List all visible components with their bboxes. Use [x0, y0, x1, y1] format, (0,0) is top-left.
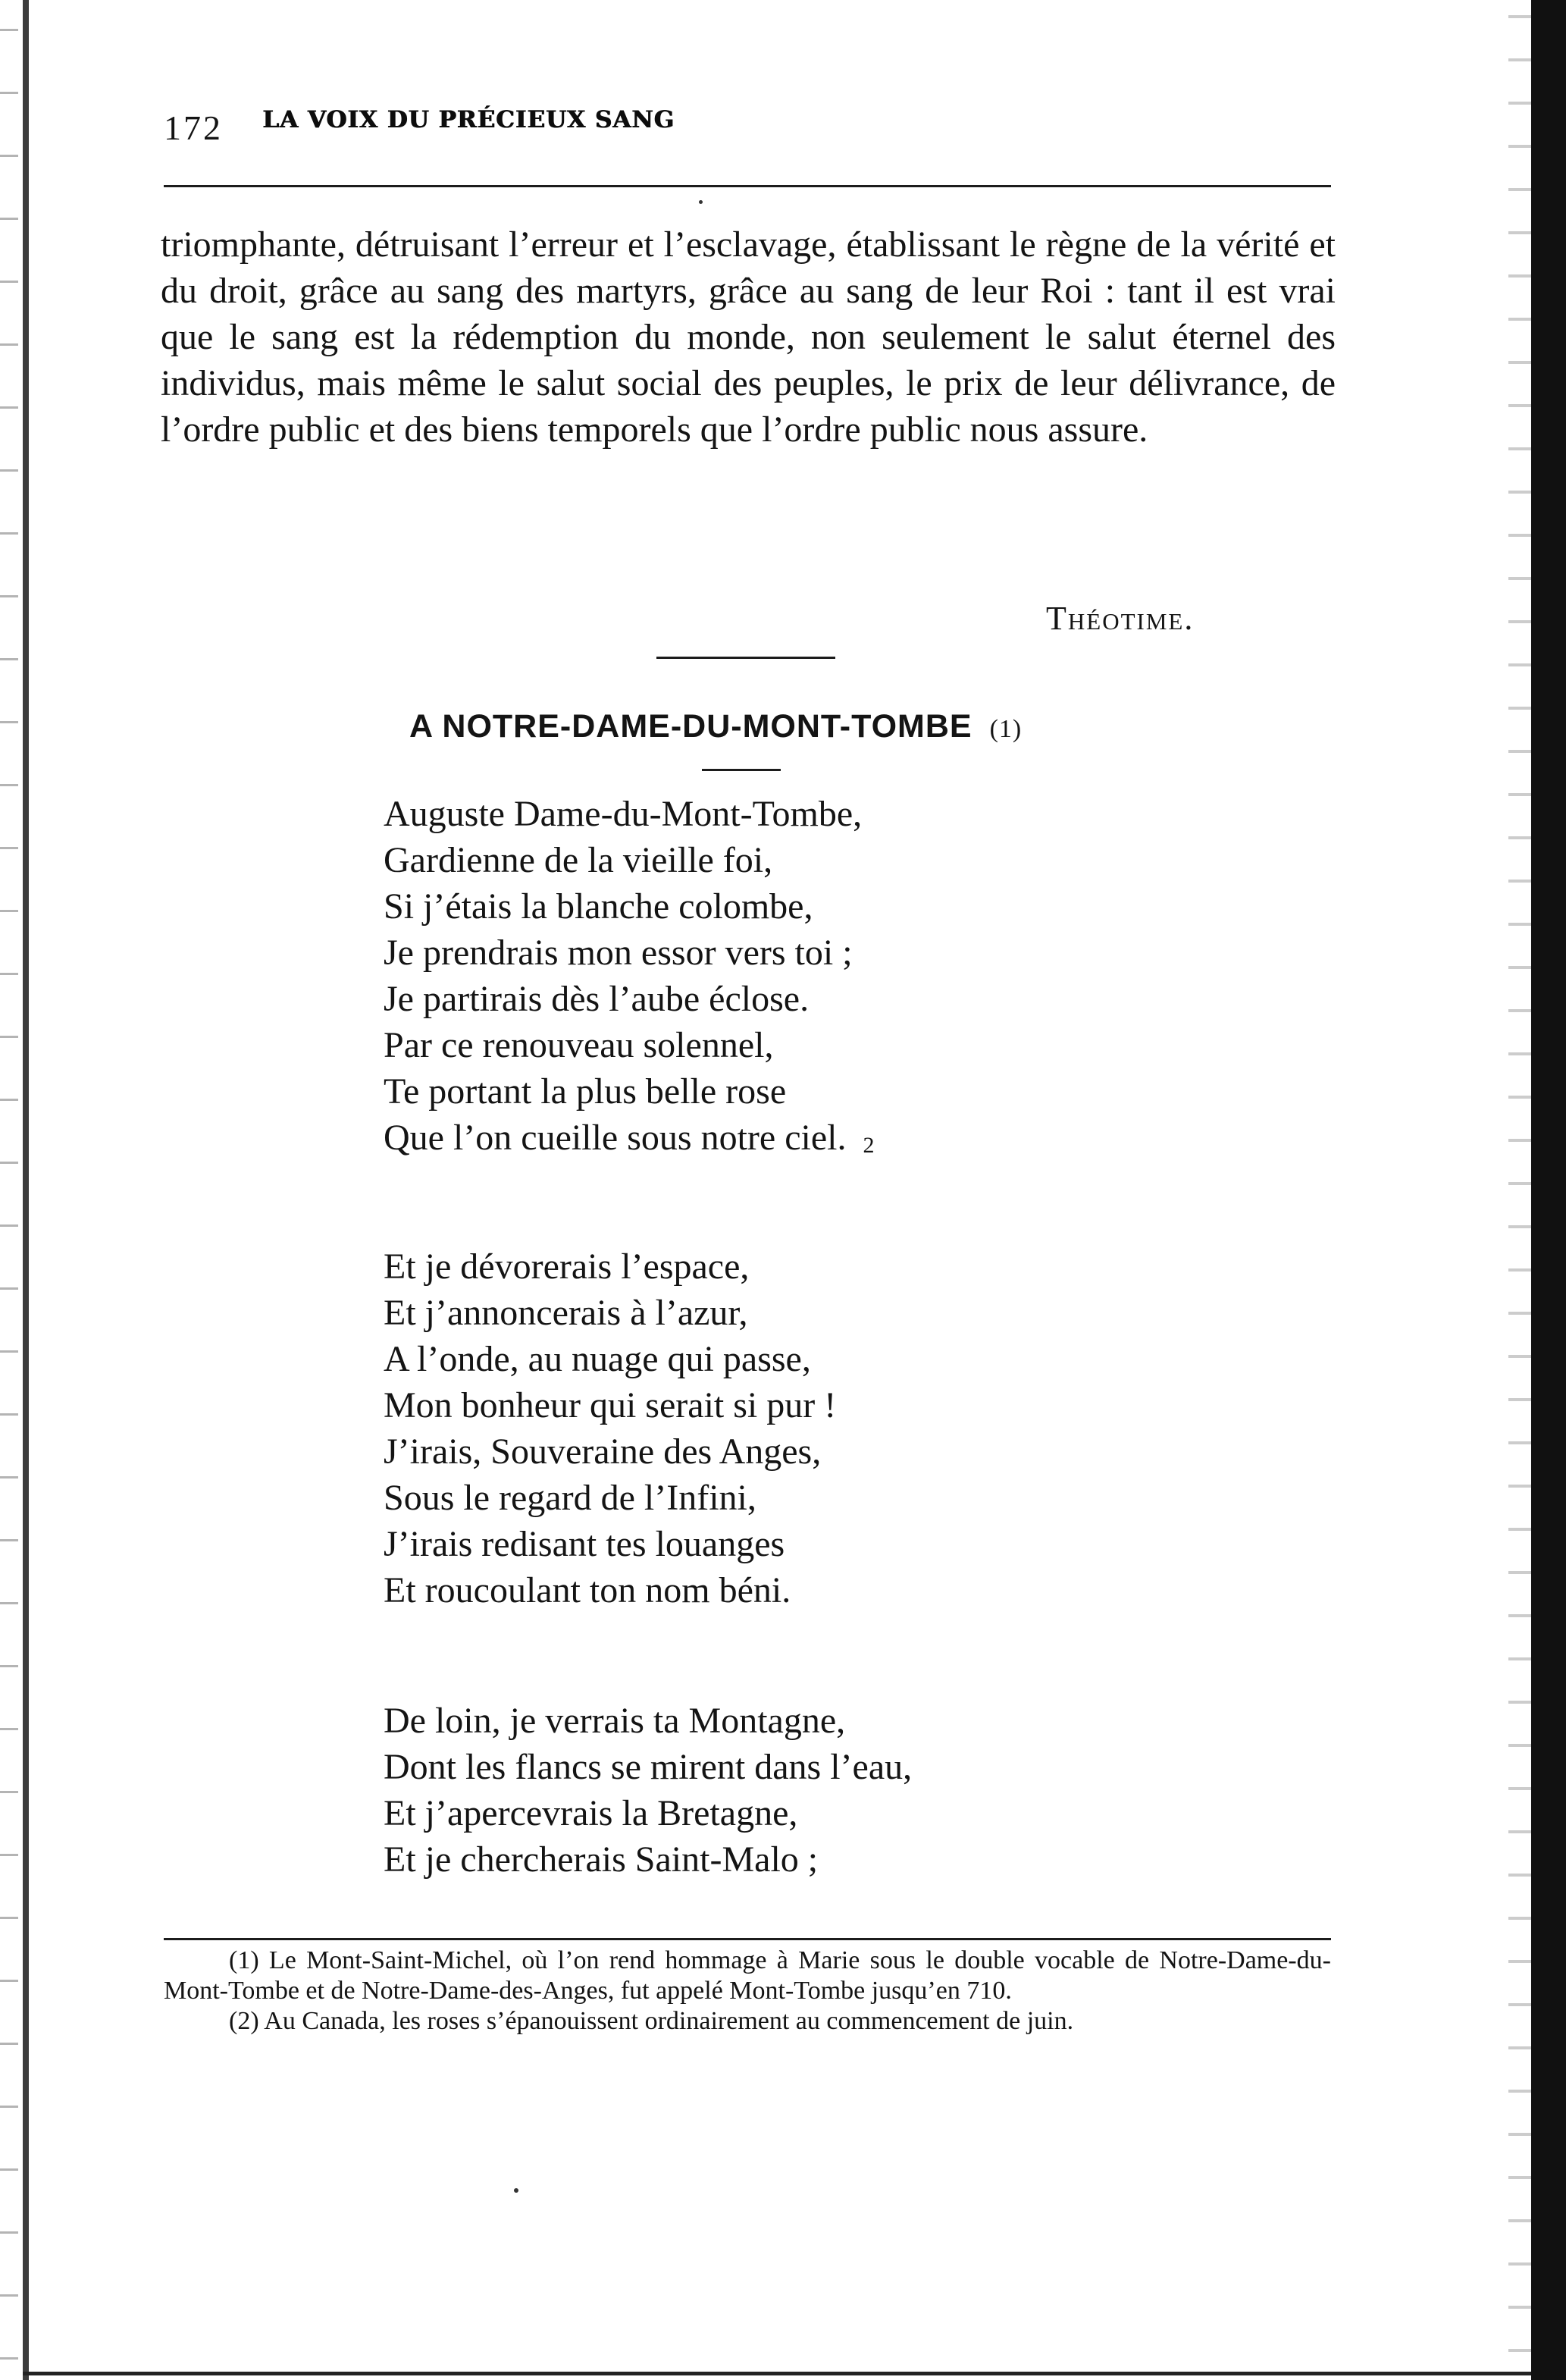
footnote-marker: 2: [863, 1133, 875, 1158]
poem-stanza: [384, 791, 874, 1168]
poem-line: Je partirais dès l’aube éclose.: [384, 979, 810, 1019]
scan-right-edge-marks: [1508, 0, 1531, 2380]
footnotes: [164, 1946, 1331, 2037]
poem-line: Et je chercherais Saint-Malo ;: [384, 1839, 819, 1880]
footnote-1: (1) Le Mont-Saint-Michel, où l’on rend hommage à Marie sous le double vocable de Notre-Dame-du-Mont-Tombe et de Notre-Dame-des-Anges, fut appelé Mont-Tombe jusqu’en 710.: [164, 1946, 1331, 2005]
poem-line: Te portant la plus belle rose: [384, 1071, 787, 1112]
poem-line: Si j’étais la blanche colombe,: [384, 886, 813, 927]
scan-right-border: [1531, 0, 1566, 2380]
poem-line: Gardienne de la vieille foi,: [384, 840, 773, 880]
poem-title-text: A NOTRE-DAME-DU-MONT-TOMBE: [409, 708, 972, 745]
footnote-rule: [164, 1938, 1331, 1940]
poem-line: Par ce renouveau solennel,: [384, 1025, 774, 1065]
poem-line: Sous le regard de l’Infini,: [384, 1478, 756, 1518]
poem-line: Et roucoulant ton nom béni.: [384, 1570, 791, 1610]
print-speck: [514, 2188, 518, 2193]
running-title: LA VOIX DU PRÉCIEUX SANG: [262, 106, 675, 133]
poem-line: J’irais, Souveraine des Anges,: [384, 1431, 822, 1472]
page-header: [164, 106, 1331, 152]
author-signature: Théotime.: [1046, 600, 1195, 637]
prose-paragraph: triomphante, détruisant l’erreur et l’esclavage, établissant le règne de la vérité et du droit, grâce au sang des martyrs, grâce au sang de leur Roi : tant il est vrai que le sang est la rédemption du monde, non seulement le salut éternel des individus, mais même le salut social des peuples, le prix de leur délivrance, de l’ordre public et des biens temporels que l’ordre public nous assure.: [161, 224, 1336, 450]
header-rule: [164, 185, 1331, 187]
scan-left-border: [23, 0, 29, 2380]
poem-stanza: [384, 1243, 836, 1613]
poem-stanza: [384, 1698, 912, 1883]
print-speck: [699, 200, 703, 204]
poem-line: Et je dévorerais l’espace,: [384, 1246, 750, 1287]
poem-line: Je prendrais mon essor vers toi ;: [384, 933, 853, 973]
poem-line: [384, 1115, 874, 1168]
section-divider: [656, 657, 835, 659]
poem-line: Mon bonheur qui serait si pur !: [384, 1385, 837, 1425]
poem-line: Et j’annoncerais à l’azur,: [384, 1293, 748, 1333]
poem-line: Auguste Dame-du-Mont-Tombe,: [384, 794, 863, 834]
poem-line: J’irais redisant tes louanges: [384, 1524, 785, 1564]
footnote-2: (2) Au Canada, les roses s’épanouissent ordinairement au commencement de juin.: [229, 2007, 1074, 2035]
scan-bottom-border: [23, 2372, 1531, 2375]
poem-title-footnote-ref: (1): [989, 715, 1023, 743]
poem-title: [409, 708, 1022, 745]
poem-line-text: Que l’on cueille sous notre ciel.: [384, 1118, 847, 1158]
poem-line: De loin, je verrais ta Montagne,: [384, 1701, 846, 1741]
poem-line: Dont les flancs se mirent dans l’eau,: [384, 1747, 913, 1787]
title-rule: [702, 769, 781, 771]
scan-left-edge-marks: [0, 0, 18, 2380]
poem-line: Et j’apercevrais la Bretagne,: [384, 1793, 798, 1833]
page-number: 172: [164, 108, 223, 147]
poem-line: A l’onde, au nuage qui passe,: [384, 1339, 811, 1379]
